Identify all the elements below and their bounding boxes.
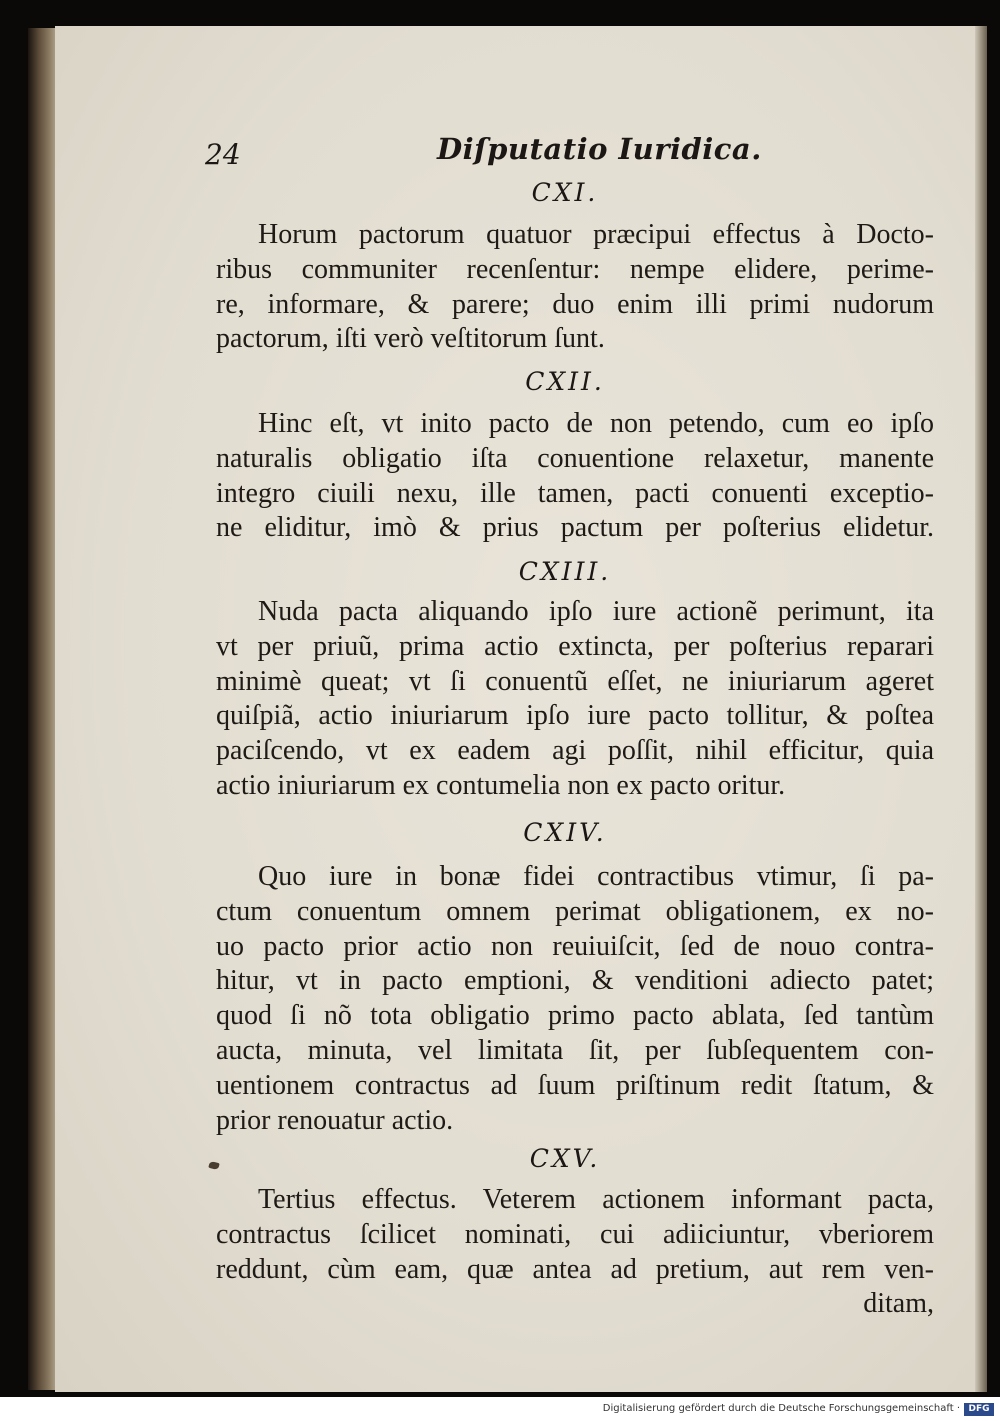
text-line: Quo iure in bonæ fidei contractibus vtimur, ſi pa- xyxy=(258,861,934,892)
page-edge xyxy=(975,26,987,1392)
text-line: aucta, minuta, vel limitata ſit, per ſubſequentem con- xyxy=(216,1034,934,1066)
text-line: re, informare, & parere; duo enim illi primi nudorum xyxy=(216,288,934,320)
paragraph xyxy=(216,595,934,804)
text-line: uo pacto prior actio non reuiuiſcit, ſed de nouo contra- xyxy=(216,930,934,962)
text-line: hitur, vt in pacto emptioni, & venditioni adiecto patet; xyxy=(216,965,934,997)
digitization-footer xyxy=(0,1397,1000,1421)
page-number: 24 xyxy=(205,138,241,171)
section-number: CXI. xyxy=(531,178,599,207)
text-line: naturalis obligatio iſta conuentione relaxetur, manente xyxy=(216,442,934,474)
text-line: ne eliditur, imò & prius pactum per poſterius elidetur. xyxy=(216,512,934,544)
text-line: Nuda pacta aliquando ipſo iure actionẽ perimunt, ita xyxy=(258,596,934,627)
page-header xyxy=(0,128,1000,178)
dfg-logo-icon: DFG xyxy=(964,1403,994,1416)
paragraph xyxy=(216,218,934,357)
paragraph xyxy=(216,1183,934,1322)
section-number: CXII. xyxy=(525,367,605,396)
book-spine-shadow xyxy=(28,28,58,1390)
text-line: vt per priuũ, prima actio extincta, per poſterius reparari xyxy=(216,630,934,662)
footer-credit: Digitalisierung gefördert durch die Deutsche Forschungsgemeinschaft · xyxy=(602,1403,960,1414)
text-line: ribus communiter recenſentur: nempe elidere, perime- xyxy=(216,253,934,285)
text-line: paciſcendo, vt ex eadem agi poſſit, nihil efficitur, quia xyxy=(216,735,934,767)
text-line: uentionem contractus ad ſuum priſtinum redit ſtatum, & xyxy=(216,1069,934,1101)
section-number: CXIV. xyxy=(523,818,607,847)
text-line: ctum conuentum omnem perimat obligationem, ex no- xyxy=(216,895,934,927)
text-line: quiſpiã, actio iniuriarum ipſo iure pacto tollitur, & poſtea xyxy=(216,700,934,732)
text-line: prior renouatur actio. xyxy=(216,1104,454,1136)
text-line: integro ciuili nexu, ille tamen, pacti conuenti exceptio- xyxy=(216,477,934,509)
paragraph xyxy=(216,860,934,1138)
text-line: Hinc eſt, vt inito pacto de non petendo, cum eo ipſo xyxy=(258,408,934,439)
section-number: CXIII. xyxy=(518,557,612,586)
text-line: minimè queat; vt ſi conuentũ eſſet, ne iniuriarum ageret xyxy=(216,665,934,697)
text-line: quod ſi nõ tota obligatio primo pacto ablata, ſed tantùm xyxy=(216,1000,934,1032)
catchword: ditam, xyxy=(863,1288,934,1320)
running-title: Diſputatio Iuridica. xyxy=(437,132,762,166)
text-line: Tertius effectus. Veterem actionem informant pacta, xyxy=(258,1184,934,1215)
text-line: reddunt, cùm eam, quæ antea ad pretium, aut rem ven- xyxy=(216,1253,934,1285)
text-line: actio iniuriarum ex contumelia non ex pacto oritur. xyxy=(216,769,786,801)
text-line: pactorum, iſti verò veſtitorum ſunt. xyxy=(216,323,605,355)
text-line: Horum pactorum quatuor præcipui effectus à Docto- xyxy=(258,219,934,250)
text-line: contractus ſcilicet nominati, cui adiiciuntur, vberiorem xyxy=(216,1218,934,1250)
paragraph xyxy=(216,407,934,546)
section-number: CXV. xyxy=(529,1144,601,1173)
